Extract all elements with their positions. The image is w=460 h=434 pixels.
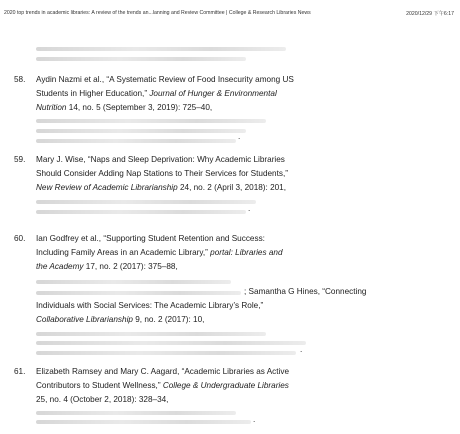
- doi-link[interactable]: [36, 119, 266, 123]
- doi-link[interactable]: [36, 341, 306, 345]
- footnote-text: 9, no. 2 (2017): 10,: [132, 315, 205, 324]
- footnote-60-continued: [36, 299, 436, 327]
- footnote-61: [14, 365, 436, 407]
- footnote-text: Aydin Nazmi et al., “A Systematic Review of Food Insecurity among US: [36, 75, 294, 84]
- footnote-period: .: [253, 415, 256, 424]
- footnote-text: Individuals with Social Services: The Academic Library’s Role,”: [36, 301, 264, 310]
- redacted-link: [36, 47, 286, 51]
- footnote-number: 61.: [14, 367, 26, 376]
- footnote-58: [14, 73, 436, 115]
- footnote-number: 60.: [14, 234, 26, 243]
- footnote-text: Ian Godfrey et al., “Supporting Student Retention and Success:: [36, 234, 265, 243]
- doi-link[interactable]: [36, 129, 246, 133]
- journal-title: Nutrition: [36, 103, 67, 112]
- footnote-text: 25, no. 4 (October 2, 2018): 328–34,: [36, 395, 169, 404]
- journal-title: New Review of Academic Librarianship: [36, 183, 178, 192]
- footnote-period: .: [300, 345, 303, 354]
- doi-link[interactable]: [36, 280, 231, 284]
- journal-title: Journal of Hunger & Environmental: [149, 89, 277, 98]
- redacted-link: [36, 57, 246, 61]
- footnote-text: Including Family Areas in an Academic Library,”: [36, 248, 211, 257]
- footnote-text: 24, no. 2 (April 3, 2018): 201,: [177, 183, 287, 192]
- footnote-60-continued: [244, 285, 444, 299]
- doi-link[interactable]: [36, 210, 246, 214]
- print-timestamp: 2020/12/29 下午6:17: [406, 11, 454, 17]
- journal-title: portal: Libraries and: [210, 248, 283, 257]
- footnote-period: .: [238, 132, 241, 141]
- doi-link[interactable]: [36, 411, 236, 415]
- footnote-period: .: [248, 204, 251, 213]
- footnote-text: Should Consider Adding Nap Stations to Their Services for Students,”: [36, 169, 288, 178]
- footnote-text: ; Samantha G Hines, “Connecting: [244, 287, 367, 296]
- footnote-59: [14, 153, 436, 195]
- footnote-60: [14, 232, 436, 274]
- doi-link[interactable]: [36, 291, 241, 295]
- doi-link[interactable]: [36, 420, 251, 424]
- journal-title: College & Undergraduate Libraries: [162, 381, 289, 390]
- journal-title: Collaborative Librarianship: [36, 315, 133, 324]
- doi-link[interactable]: [36, 139, 236, 143]
- footnote-text: Elizabeth Ramsey and Mary C. Aagard, “Academic Libraries as Active: [36, 367, 290, 376]
- doi-link[interactable]: [36, 332, 266, 336]
- footnote-number: 59.: [14, 155, 26, 164]
- doi-link[interactable]: [36, 351, 296, 355]
- page-title: 2020 top trends in academic libraries: A review of the trends an...lanning and Review Committee | College & Research Libraries News: [4, 10, 311, 16]
- footnote-text: 14, no. 5 (September 3, 2019): 725–40,: [66, 103, 213, 112]
- footnote-text: Contributors to Student Wellness,”: [36, 381, 163, 390]
- footnote-number: 58.: [14, 75, 26, 84]
- doi-link[interactable]: [36, 200, 256, 204]
- journal-title: the Academy: [36, 262, 84, 271]
- footnote-text: Students in Higher Education,”: [36, 89, 150, 98]
- footnote-text: 17, no. 2 (2017): 375–88,: [83, 262, 178, 271]
- footnote-text: Mary J. Wise, “Naps and Sleep Deprivation: Why Academic Libraries: [36, 155, 285, 164]
